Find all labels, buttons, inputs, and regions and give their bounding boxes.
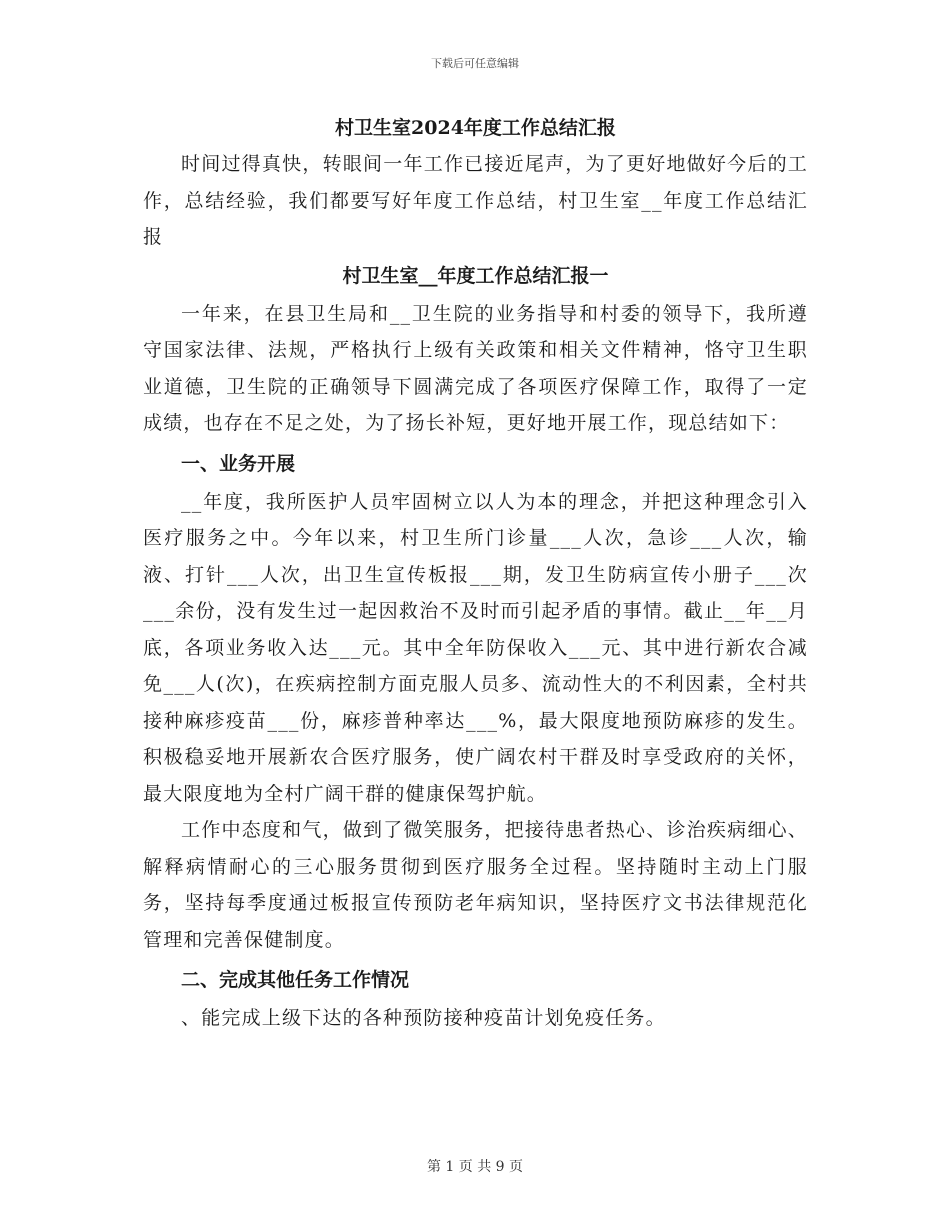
- paragraph-other-tasks: 、能完成上级下达的各种预防接种疫苗计划免疫任务。: [181, 1007, 666, 1029]
- document-body: [143, 110, 808, 1037]
- section-heading-business: 一、业务开展: [181, 452, 296, 475]
- document-title: 村卫生室2024年度工作总结汇报: [335, 117, 616, 139]
- paragraph-business: __年度，我所医护人员牢固树立以人为本的理念，并把这种理念引入医疗服务之中。今年以来，村卫生所门诊量___人次，急诊___人次，输液、打针___人次，出卫生宣传板报___期，发卫生防病宣传小册子___次___余份，没有发生过一起因救治不及时而引起矛盾的事情。截止__年__月底，各项业务收入达___元。其中全年防保收入___元、其中进行新农合减免___人(次)，在疾病控制方面克服人员多、流动性大的不利因素，全村共接种麻疹疫苗___份，麻疹普种率达___%，最大限度地预防麻疹的发生。积极稳妥地开展新农合医疗服务，使广阔农村干群及时享受政府的关怀，最大限度地为全村广阔干群的健康保驾护航。: [143, 490, 808, 805]
- intro-paragraph: 时间过得真快，转眼间一年工作已接近尾声，为了更好地做好今后的工作，总结经验，我们都要写好年度工作总结，村卫生室__年度工作总结汇报: [143, 153, 808, 248]
- report-subtitle: 村卫生室__年度工作总结汇报一: [342, 264, 609, 287]
- paragraph-overview: 一年来，在县卫生局和__卫生院的业务指导和村委的领导下，我所遵守国家法律、法规，严格执行上级有关政策和相关文件精神，恪守卫生职业道德，卫生院的正确领导下圆满完成了各项医疗保障工作，取得了一定成绩，也存在不足之处，为了扬长补短，更好地开展工作，现总结如下：: [143, 302, 808, 434]
- section-heading-other-tasks: 二、完成其他任务工作情况: [181, 969, 410, 991]
- header-note: 下载后可任意编辑: [431, 57, 519, 70]
- paragraph-service: 工作中态度和气，做到了微笑服务，把接待患者热心、诊治疾病细心、解释病情耐心的三心服务贯彻到医疗服务全过程。坚持随时主动上门服务，坚持每季度通过板报宣传预防老年病知识，坚持医疗文书法律规范化管理和完善保健制度。: [143, 819, 808, 951]
- page-number: 第 1 页 共 9 页: [426, 1159, 524, 1175]
